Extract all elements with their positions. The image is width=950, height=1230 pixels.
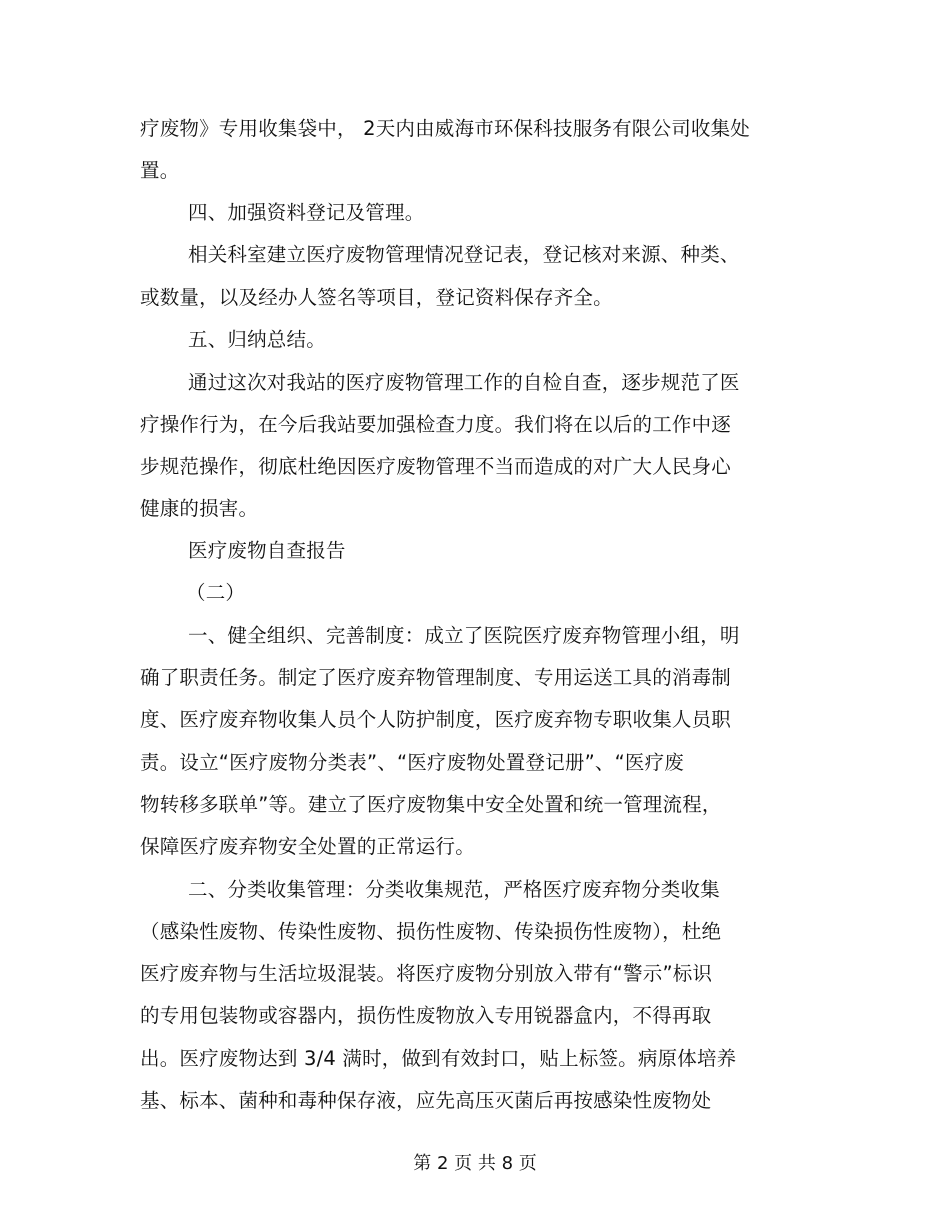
text-line: 疗废物》专用收集袋中， 2天内由威海市环保科技服务有限公司收集处 [140, 117, 751, 140]
text-line: 步规范操作，彻底杜绝因医疗废物管理不当而造成的对广大人民身心 [140, 455, 732, 478]
text-line: 度、医疗废弃物收集人员个人防护制度，医疗废弃物专职收集人员职 [140, 708, 732, 731]
section-subtitle: （二） [186, 581, 246, 604]
text-line: 确了职责任务。制定了医疗废弃物管理制度、专用运送工具的消毒制 [140, 666, 732, 689]
text-line: 健康的损害。 [140, 497, 259, 520]
text-line: 五、归纳总结。 [188, 328, 326, 351]
text-line: 一、健全组织、完善制度：成立了医院医疗废弃物管理小组，明 [188, 624, 740, 647]
text-line: 保障医疗废弃物安全处置的正常运行。 [140, 835, 475, 858]
text-line: 的专用包装物或容器内，损伤性废物放入专用锐器盒内，不得再取 [140, 1004, 712, 1027]
text-line: 四、加强资料登记及管理。 [188, 201, 425, 224]
text-line: 出。医疗废物达到 3/4 满时，做到有效封口，贴上标签。病原体培养 [140, 1047, 737, 1070]
text-line: 或数量，以及经办人签名等项目，登记资料保存齐全。 [140, 286, 613, 309]
text-line: 二、分类收集管理：分类收集规范，严格医疗废弃物分类收集 [188, 878, 720, 901]
text-line: 责。设立“医疗废物分类表”、“医疗废物处置登记册”、“医疗废 [140, 751, 685, 774]
text-line: 医疗废弃物与生活垃圾混装。将医疗废物分别放入带有“警示”标识 [140, 962, 713, 985]
text-line: 物转移多联单”等。建立了医疗废物集中安全处置和统一管理流程， [140, 793, 722, 816]
section-title: 医疗废物自查报告 [188, 539, 346, 562]
page-number-footer: 第 2 页 共 8 页 [413, 1153, 537, 1174]
text-line: 相关科室建立医疗废物管理情况登记表，登记核对来源、种类、 [188, 243, 740, 266]
text-line: 基、标本、菌种和毒种保存液，应先高压灭菌后再按感染性废物处 [140, 1089, 712, 1112]
text-line: （感染性废物、传染性废物、损伤性废物、传染损伤性废物），杜绝 [140, 920, 722, 943]
text-line: 置。 [140, 159, 180, 182]
text-line: 疗操作行为，在今后我站要加强检查力度。我们将在以后的工作中逐 [140, 413, 732, 436]
text-line: 通过这次对我站的医疗废物管理工作的自检自查，逐步规范了医 [188, 371, 740, 394]
